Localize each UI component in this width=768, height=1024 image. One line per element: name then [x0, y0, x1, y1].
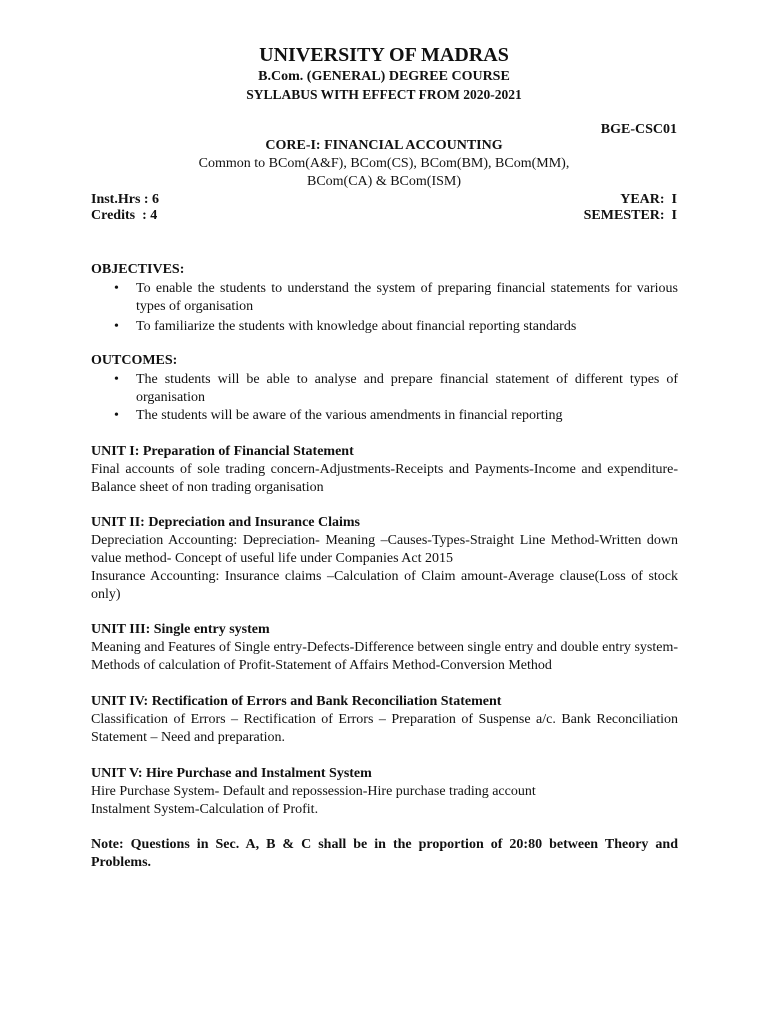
- syllabus-effect-line: SYLLABUS WITH EFFECT FROM 2020-2021: [246, 87, 522, 102]
- list-item: • To enable the students to understand the system of preparing financial statements for various types of organisation: [114, 281, 678, 314]
- unit-title: UNIT V: Hire Purchase and Instalment System: [91, 766, 372, 781]
- objectives-heading: OBJECTIVES:: [91, 262, 185, 277]
- outcomes-section: [91, 352, 678, 425]
- bullet-icon: •: [114, 281, 119, 296]
- credits: Credits : 4: [91, 208, 158, 223]
- outcomes-heading: OUTCOMES:: [91, 353, 178, 368]
- unit-paragraph: Instalment System-Calculation of Profit.: [91, 802, 319, 817]
- course-title: B.Com. (GENERAL) DEGREE COURSE: [258, 69, 510, 84]
- inst-hrs: Inst.Hrs : 6: [91, 192, 160, 207]
- semester: SEMESTER: I: [583, 208, 677, 223]
- unit-1: [91, 443, 678, 497]
- unit-2: [91, 514, 678, 604]
- list-item: • The students will be able to analyse and prepare financial statement of different types of organisation: [114, 372, 678, 405]
- common-to-line-1: Common to BCom(A&F), BCom(CS), BCom(BM), BCom(MM),: [198, 156, 570, 171]
- common-to-line-2: BCom(CA) & BCom(ISM): [306, 174, 461, 189]
- bullet-icon: •: [114, 319, 119, 334]
- unit-title: UNIT IV: Rectification of Errors and Bank Reconciliation Statement: [91, 694, 502, 709]
- university-title: UNIVERSITY OF MADRAS: [259, 44, 509, 66]
- subject-title: CORE-I: FINANCIAL ACCOUNTING: [265, 138, 503, 153]
- list-item: • To familiarize the students with knowledge about financial reporting standards: [114, 319, 577, 334]
- year: YEAR: I: [620, 192, 677, 207]
- outcomes-list: [91, 371, 678, 425]
- unit-5: [91, 765, 678, 819]
- unit-4: [91, 693, 678, 747]
- note: Note: Questions in Sec. A, B & C shall be in the proportion of 20:80 between Theory and Problems.: [91, 837, 678, 870]
- unit-paragraph: Final accounts of sole trading concern-Adjustments-Receipts and Payments-Income and expenditure-Balance sheet of non trading organisation: [91, 462, 678, 495]
- objectives-list: [91, 280, 678, 336]
- unit-paragraph: Meaning and Features of Single entry-Defects-Difference between single entry and double entry system-Methods of calculation of Profit-Statement of Affairs Method-Conversion Method: [91, 640, 678, 673]
- unit-paragraph: Depreciation Accounting: Depreciation- Meaning –Causes-Types-Straight Line Method-Written down value method- Concept of useful life under Companies Act 2015: [91, 533, 678, 566]
- bullet-icon: •: [114, 408, 119, 423]
- unit-paragraph: Classification of Errors – Rectification of Errors – Preparation of Suspense a/c. Bank Reconciliation Statement – Need and preparation.: [91, 712, 678, 745]
- unit-title: UNIT I: Preparation of Financial Statement: [91, 444, 354, 459]
- course-code: BGE-CSC01: [600, 122, 677, 137]
- list-item: • The students will be aware of the various amendments in financial reporting: [114, 408, 563, 423]
- objectives-section: [91, 261, 678, 336]
- unit-paragraph: Insurance Accounting: Insurance claims –Calculation of Claim amount-Average clause(Loss of stock only): [91, 569, 678, 602]
- unit-paragraph: Hire Purchase System- Default and repossession-Hire purchase trading account: [91, 784, 536, 799]
- unit-title: UNIT III: Single entry system: [91, 622, 270, 637]
- bullet-icon: •: [114, 372, 119, 387]
- unit-title: UNIT II: Depreciation and Insurance Claims: [91, 515, 361, 530]
- unit-3: [91, 621, 678, 675]
